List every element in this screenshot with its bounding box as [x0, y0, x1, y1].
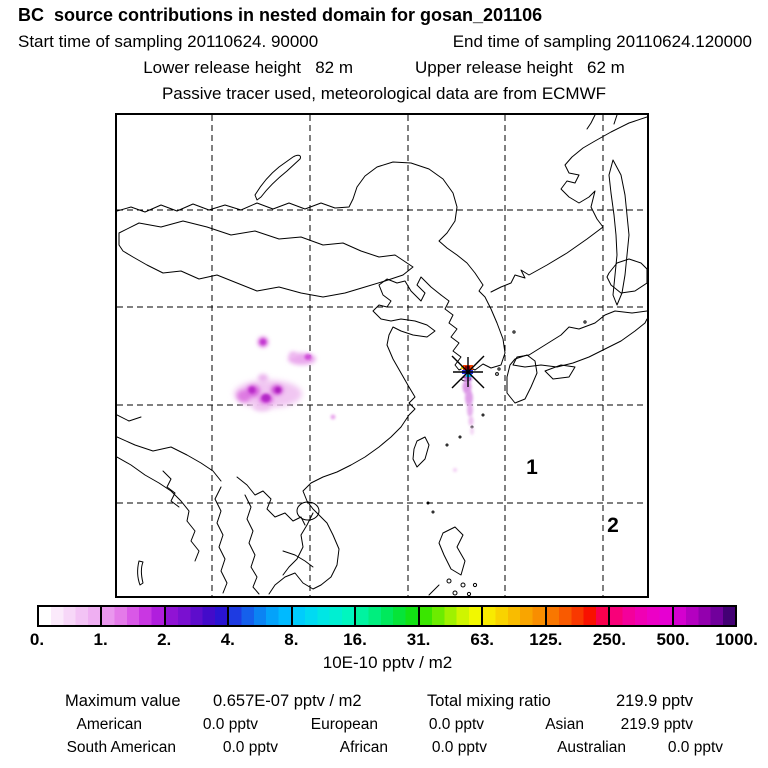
- concentration-cell: [249, 387, 256, 394]
- colorbar-segment: [418, 607, 481, 625]
- concentration-cell: [453, 468, 457, 472]
- region-value: 0.0 pptv: [202, 716, 258, 733]
- colorbar-segment: [100, 607, 163, 625]
- graticule-gridlines: [117, 115, 647, 596]
- concentration-cell: [331, 415, 336, 420]
- colorbar-segment: [164, 607, 227, 625]
- region-label: American: [76, 716, 142, 733]
- colorbar-tick-label: 31.: [406, 630, 431, 649]
- region-label: South American: [66, 739, 176, 756]
- upper-release-label: Upper release height 62 m: [415, 58, 625, 77]
- concentration-blobs: [234, 337, 457, 472]
- colorbar-tick-label: 2.: [157, 630, 172, 649]
- colorbar-gradient: [37, 605, 737, 627]
- region-value: 219.9 pptv: [620, 716, 693, 733]
- colorbar-tick-label: 8.: [284, 630, 299, 649]
- colorbar-tick-label: 250.: [592, 630, 626, 649]
- region-label: European: [310, 716, 378, 733]
- colorbar-tick-label: 63.: [470, 630, 495, 649]
- colorbar-tick-label: 500.: [656, 630, 690, 649]
- colorbar-segment: [481, 607, 544, 625]
- max-value: 0.657E-07 pptv / m2: [213, 692, 362, 710]
- colorbar-unit-label: 10E-10 pptv / m2: [322, 653, 453, 672]
- stats-row-regions-2: [0, 739, 768, 757]
- colorbar-segment: [227, 607, 290, 625]
- max-value-label: Maximum value: [65, 692, 181, 710]
- colorbar-tick-label: 125.: [529, 630, 563, 649]
- region-value: 0.0 pptv: [222, 739, 278, 756]
- colorbar-segment: [354, 607, 417, 625]
- colorbar-segment: [672, 607, 735, 625]
- total-mixing-value: 219.9 pptv: [616, 692, 694, 710]
- colorbar-tick-label: 0.: [29, 630, 45, 649]
- domain-number-labels: [526, 456, 619, 537]
- coastline-layer: [117, 115, 647, 596]
- lower-release-label: Lower release height 82 m: [143, 58, 353, 77]
- sampling-time-row: [0, 32, 768, 52]
- colorbar-tick-label: 1000.: [715, 630, 758, 649]
- concentration-cell: [467, 403, 473, 417]
- colorbar-ticks: [0, 630, 768, 650]
- region-label: Australian: [557, 739, 626, 756]
- colorbar-tick-label: 16.: [343, 630, 367, 649]
- page-title: BC source contributions in nested domain for gosan_201106: [18, 5, 543, 25]
- start-time-label: Start time of sampling 20110624. 90000: [18, 32, 319, 51]
- concentration-cell: [262, 394, 271, 402]
- domain-label: 2: [607, 514, 619, 537]
- release-height-row: [0, 58, 768, 78]
- region-value: 0.0 pptv: [667, 739, 723, 756]
- domain-label: 1: [526, 456, 538, 479]
- colorbar-tick-label: 4.: [220, 630, 235, 649]
- concentration-cell: [470, 427, 474, 435]
- concentration-cell: [289, 352, 297, 359]
- stats-row-max: [0, 692, 768, 710]
- concentration-cell: [258, 374, 268, 382]
- concentration-cell: [253, 403, 271, 412]
- concentration-cell: [468, 416, 473, 426]
- colorbar-segment: [545, 607, 608, 625]
- colorbar-segment: [608, 607, 671, 625]
- gosan-star-marker: [452, 356, 484, 388]
- concentration-cell: [275, 387, 281, 393]
- stats-row-regions-1: [0, 716, 768, 734]
- region-value: 0.0 pptv: [431, 739, 487, 756]
- map-panel: [115, 113, 649, 598]
- end-time-label: End time of sampling 20110624.120000: [452, 32, 752, 51]
- colorbar-segment: [291, 607, 354, 625]
- region-value: 0.0 pptv: [428, 716, 484, 733]
- tracer-note-row: [0, 84, 768, 104]
- region-label: African: [339, 739, 388, 756]
- region-label: Asian: [545, 716, 584, 733]
- east-asia-map: [117, 115, 647, 596]
- concentration-cell: [261, 340, 266, 345]
- colorbar-tick-label: 1.: [93, 630, 108, 649]
- tracer-note: Passive tracer used, meteorological data are from ECMWF: [161, 84, 607, 103]
- total-mixing-label: Total mixing ratio: [427, 692, 551, 710]
- concentration-cell: [305, 354, 312, 360]
- colorbar-segment: [39, 607, 100, 625]
